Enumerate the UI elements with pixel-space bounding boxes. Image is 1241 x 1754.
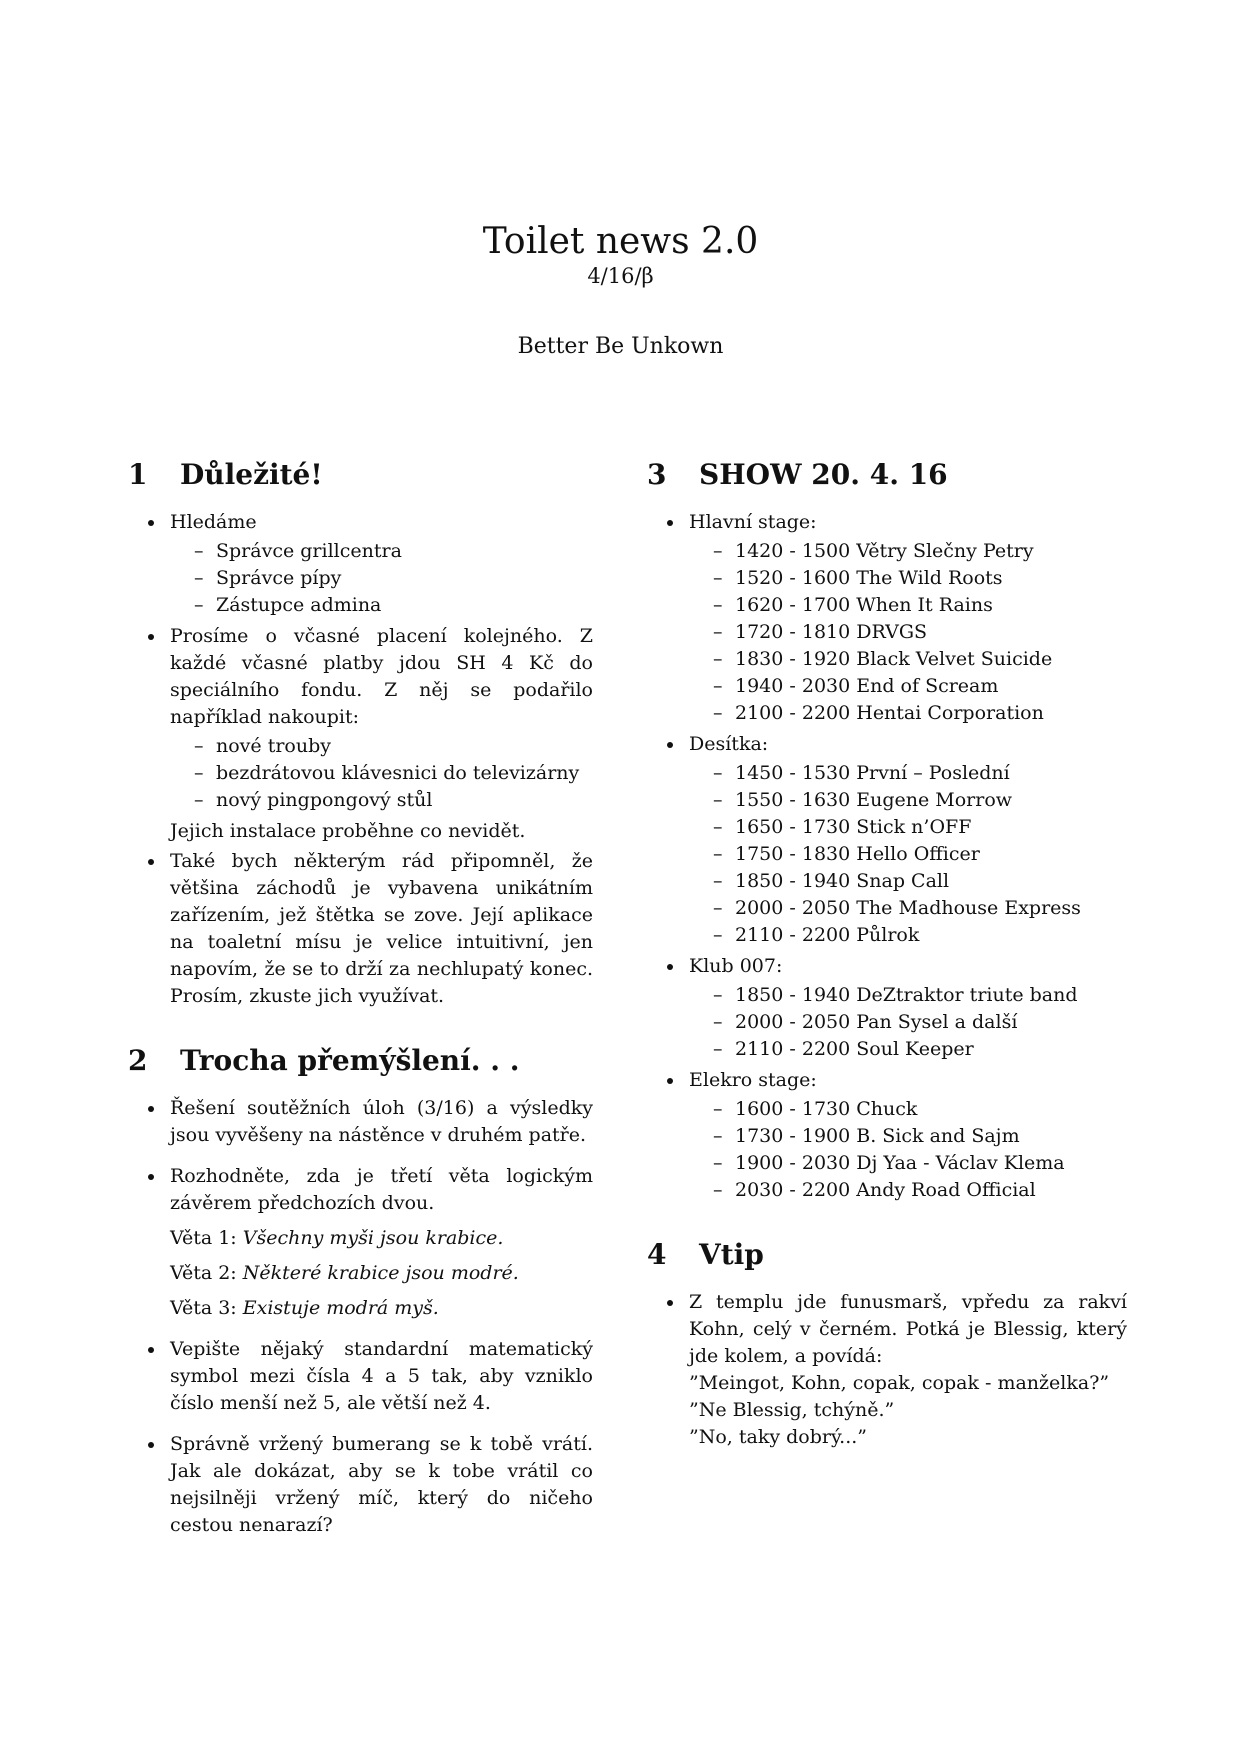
section-number: 1 <box>128 458 148 491</box>
list-item: – 1940 - 2030 End of Scream <box>735 673 1127 700</box>
list-item: – 1550 - 1630 Eugene Morrow <box>735 787 1127 814</box>
item-text: Prosíme o včasné placení kolejného. Z každé včasné platby jdou SH 4 Kč do speciálního fondu. Z něj se podařilo například nakoupit: <box>170 625 593 728</box>
section-number: 2 <box>128 1044 148 1077</box>
list-item: – 1450 - 1530 První – Poslední <box>735 760 1127 787</box>
stage-item <box>689 953 1127 1063</box>
list-item: – 1750 - 1830 Hello Officer <box>735 841 1127 868</box>
list-item: – 1420 - 1500 Větry Slečny Petry <box>735 538 1127 565</box>
item-text: Rozhodněte, zda je třetí věta logickým závěrem předchozích dvou. <box>170 1165 593 1214</box>
list-item: – 1620 - 1700 When It Rains <box>735 592 1127 619</box>
list-item: – Správce grillcentra <box>216 538 593 565</box>
issue-number: 4/16/β <box>587 263 654 288</box>
dash-list <box>170 538 593 619</box>
bullet-list <box>647 509 1127 1204</box>
stage-item <box>689 509 1127 727</box>
stage-item <box>689 731 1127 949</box>
section-heading <box>128 458 593 491</box>
list-item: – 2110 - 2200 Soul Keeper <box>735 1036 1127 1063</box>
right-column <box>647 458 1127 1485</box>
bullet-list <box>128 509 593 1010</box>
section-puzzles <box>128 1044 593 1539</box>
list-item: – 1650 - 1730 Stick n’OFF <box>735 814 1127 841</box>
bullet-list <box>647 1289 1127 1451</box>
joke-line: ”Ne Blessig, tchýně.” <box>689 1399 895 1421</box>
list-item <box>170 1163 593 1322</box>
author: Better Be Unkown <box>517 333 724 359</box>
item-text: Hledáme <box>170 511 257 533</box>
list-item <box>170 848 593 1010</box>
list-item: – nový pingpongový stůl <box>216 787 593 814</box>
dash-list <box>689 538 1127 727</box>
document-header <box>0 222 1241 359</box>
list-item: Řešení soutěžních úloh (3/16) a výsledky jsou vyvěšeny na nástěnce v druhém patře. <box>170 1095 593 1149</box>
dash-list <box>689 760 1127 949</box>
item-text: Také bych některým rád připomněl, že většina záchodů je vybavena unikátním zařízením, jež štětka se zove. Její aplikace na toaletní mísu je velice intuitivní, jen napovím, že se to drží za nechlupatý konec. Prosím, zkuste jich využívat. <box>170 850 593 1007</box>
list-item: – 1720 - 1810 DRVGS <box>735 619 1127 646</box>
joke-line: ”Meingot, Kohn, copak, copak - manželka?” <box>689 1372 1110 1394</box>
list-item: – 2100 - 2200 Hentai Corporation <box>735 700 1127 727</box>
list-item: – 1830 - 1920 Black Velvet Suicide <box>735 646 1127 673</box>
sentence-2: Věta 2: Některé krabice jsou modré. <box>170 1262 519 1284</box>
list-item: Správně vržený bumerang se k tobě vrátí. Jak ale dokázat, aby se k tobe vrátil co nejsilněji vržený míč, který do ničeho cestou nenarazí? <box>170 1431 593 1539</box>
item-text: Jejich instalace proběhne co nevidět. <box>170 820 526 842</box>
sentence-3: Věta 3: Existuje modrá myš. <box>170 1297 439 1319</box>
list-item: – 2000 - 2050 Pan Sysel a další <box>735 1009 1127 1036</box>
list-item <box>689 1289 1127 1451</box>
joke-text: Z templu jde funusmarš, vpředu za rakví Kohn, celý v černém. Potká je Blessig, který jde kolem, a povídá: <box>689 1291 1127 1367</box>
list-item: – 1600 - 1730 Chuck <box>735 1096 1127 1123</box>
joke-line: ”No, taky dobrý...” <box>689 1426 867 1448</box>
list-item: – 1850 - 1940 DeZtraktor triute band <box>735 982 1127 1009</box>
list-item: Vepište nějaký standardní matematický symbol mezi čísla 4 a 5 tak, aby vzniklo číslo menší než 5, ale větší než 4. <box>170 1336 593 1417</box>
section-heading <box>128 1044 593 1077</box>
list-item: – bezdrátovou klávesnici do televizárny <box>216 760 593 787</box>
list-item: – 2030 - 2200 Andy Road Official <box>735 1177 1127 1204</box>
section-title: Důležité! <box>180 458 323 491</box>
left-column <box>128 458 593 1573</box>
list-item: – 1900 - 2030 Dj Yaa - Václav Klema <box>735 1150 1127 1177</box>
section-title: Vtip <box>699 1238 764 1271</box>
stage-name: Desítka: <box>689 733 769 755</box>
section-heading <box>647 1238 1127 1271</box>
list-item: – 1850 - 1940 Snap Call <box>735 868 1127 895</box>
section-show <box>647 458 1127 1204</box>
list-item: – 1730 - 1900 B. Sick and Sajm <box>735 1123 1127 1150</box>
section-joke <box>647 1238 1127 1451</box>
section-number: 3 <box>647 458 667 491</box>
list-item: – 2000 - 2050 The Madhouse Express <box>735 895 1127 922</box>
dash-list <box>689 982 1127 1063</box>
stage-name: Elekro stage: <box>689 1069 817 1091</box>
dash-list <box>689 1096 1127 1204</box>
stage-name: Hlavní stage: <box>689 511 817 533</box>
list-item: – Zástupce admina <box>216 592 593 619</box>
bullet-list <box>128 1095 593 1539</box>
list-item <box>170 623 593 845</box>
list-item: – 1520 - 1600 The Wild Roots <box>735 565 1127 592</box>
list-item <box>170 509 593 619</box>
list-item: – 2110 - 2200 Půlrok <box>735 922 1127 949</box>
list-item: – Správce pípy <box>216 565 593 592</box>
stage-item <box>689 1067 1127 1204</box>
list-item: – nové trouby <box>216 733 593 760</box>
sentence-1: Věta 1: Všechny myši jsou krabice. <box>170 1227 504 1249</box>
section-important <box>128 458 593 1010</box>
section-number: 4 <box>647 1238 667 1271</box>
document-title: Toilet news 2.0 <box>482 221 759 262</box>
section-title: SHOW 20. 4. 16 <box>699 458 948 491</box>
section-heading <box>647 458 1127 491</box>
dash-list <box>170 733 593 814</box>
stage-name: Klub 007: <box>689 955 783 977</box>
section-title: Trocha přemýšlení. . . <box>180 1044 520 1077</box>
